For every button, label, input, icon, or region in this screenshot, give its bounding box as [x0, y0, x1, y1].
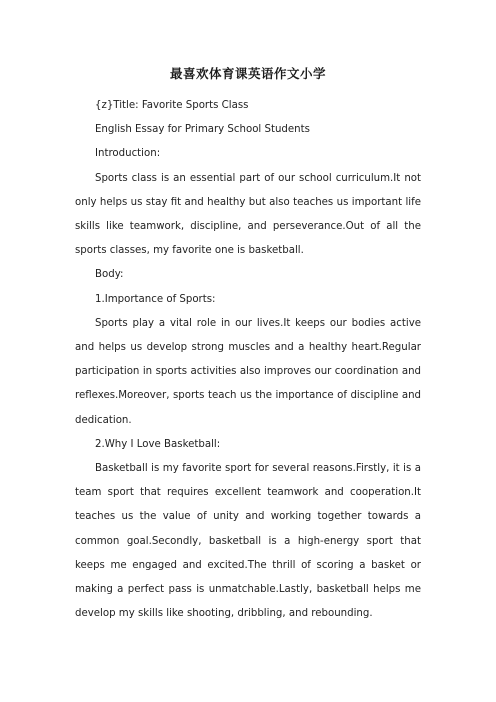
document-title: 最喜欢体育课英语作文小学 [169, 66, 326, 81]
subheading-why-i-love-basketball: 2.Why I Love Basketball: [95, 438, 221, 450]
essay-title-line: {z}Title: Favorite Sports Class [95, 100, 249, 111]
introduction-paragraph: Sports class is an essential part of our school curriculum.It not only helps us stay fit and healthy but also teaches us important life skills like teamwork, discipline, and perseverance.Out of all the sports classes, my favorite one is basketball. [75, 172, 421, 257]
importance-paragraph: Sports play a vital role in our lives.It keeps our bodies active and helps us develop strong muscles and a healthy heart.Regular participation in sports activities also improves our coordination and reflexes.Moreover, sports teach us the importance of discipline and dedication. [75, 317, 421, 426]
section-heading-body: Body: [95, 269, 124, 281]
subheading-importance-of-sports: 1.Importance of Sports: [95, 293, 216, 305]
document-body [75, 94, 421, 626]
essay-subtitle-line: English Essay for Primary School Students [95, 124, 310, 136]
basketball-paragraph: Basketball is my favorite sport for several reasons.Firstly, it is a team sport that requires excellent teamwork and cooperation.It teaches us the value of unity and working together towards a common goal.Secondly, basketball is a high-energy sport that keeps me engaged and excited.The thrill of scoring a basket or making a perfect pass is unmatchable.Lastly, basketball helps me develop my skills like shooting, dribbling, and rebounding. [75, 463, 421, 620]
section-heading-introduction: Introduction: [95, 148, 161, 160]
